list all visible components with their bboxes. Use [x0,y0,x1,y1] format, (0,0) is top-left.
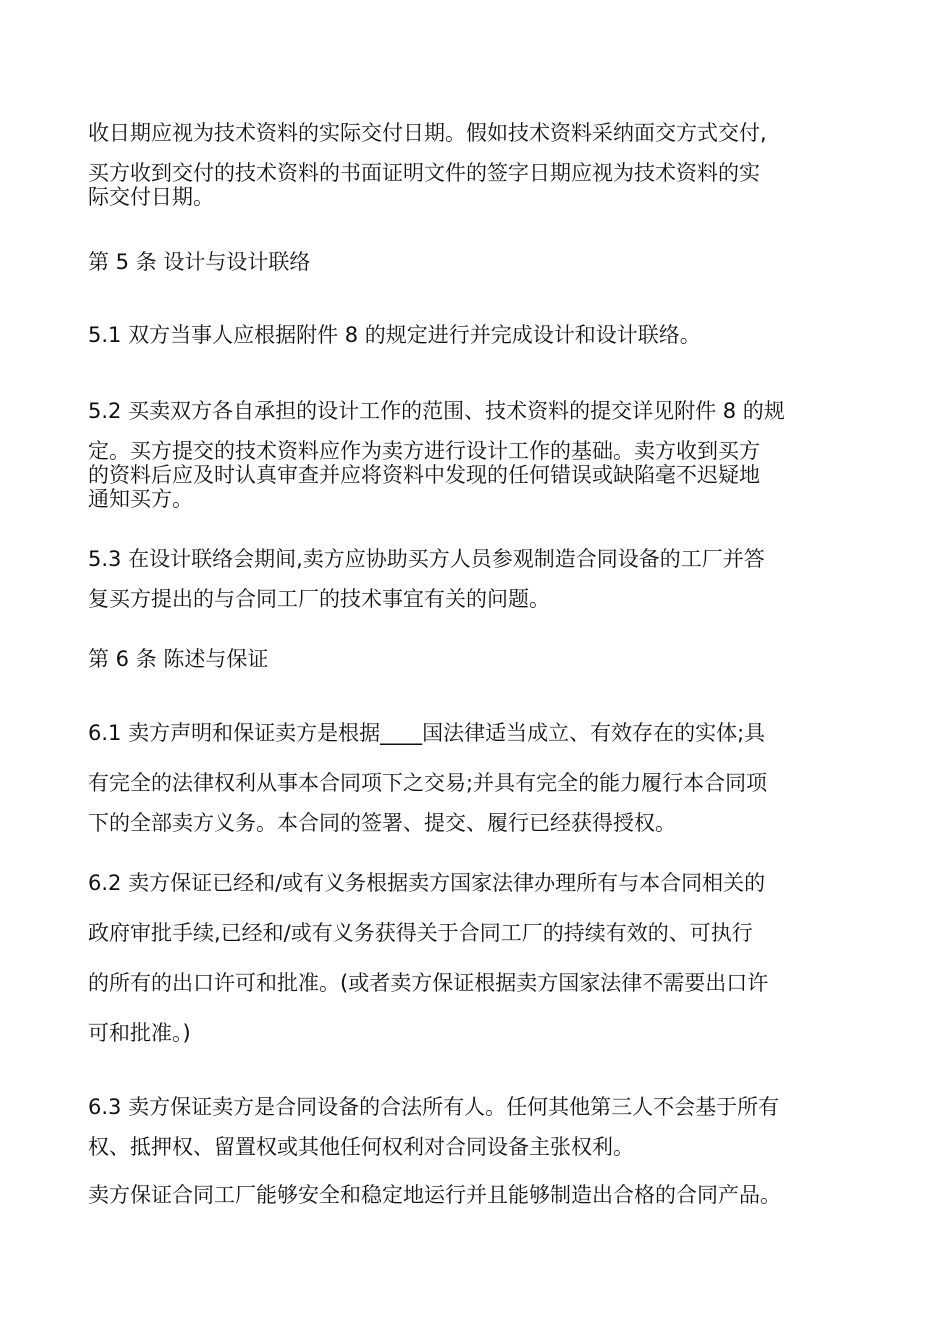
article-heading: 第 5 条 设计与设计联络 [88,250,311,274]
text-line: 可和批准。) [88,1021,191,1045]
text-line: 权、抵押权、留置权或其他任何权利对合同设备主张权利。 [88,1135,634,1159]
text-line: 下的全部卖方义务。本合同的签署、提交、履行已经获得授权。 [88,811,676,835]
text-line: 买方收到交付的技术资料的书面证明文件的签字日期应视为技术资料的实 [88,161,760,185]
text-line: 收日期应视为技术资料的实际交付日期。假如技术资料采纳面交方式交付, [88,121,767,145]
text-line: 际交付日期。 [88,185,214,209]
article-heading: 第 6 条 陈述与保证 [88,647,269,671]
clause-6-3: 6.3 卖方保证卖方是合同设备的合法所有人。任何其他第三人不会基于所有 [88,1095,780,1119]
clause-5-2: 5.2 买卖双方各自承担的设计工作的范围、技术资料的提交详见附件 8 的规 [88,399,785,423]
text-line: 的所有的出口许可和批准。(或者卖方保证根据卖方国家法律不需要出口许 [88,971,769,995]
text-line: 有完全的法律权利从事本合同项下之交易;并具有完全的能力履行本合同项 [88,771,768,795]
text-line: 卖方保证合同工厂能够安全和稳定地运行并且能够制造出合格的合同产品。 [88,1183,781,1207]
text-line: 复买方提出的与合同工厂的技术事宜有关的问题。 [88,587,550,611]
text-line: 政府审批手续,已经和/或有义务获得关于合同工厂的持续有效的、可执行 [88,921,753,945]
clause-6-1: 6.1 卖方声明和保证卖方是根据____国法律适当成立、有效存在的实体;具 [88,721,766,745]
clause-5-1: 5.1 双方当事人应根据附件 8 的规定进行并完成设计和设计联络。 [88,323,701,347]
text-line: 通知买方。 [88,487,193,511]
text-line: 的资料后应及时认真审查并应将资料中发现的任何错误或缺陷毫不迟疑地 [88,463,760,487]
text-line: 定。买方提交的技术资料应作为卖方进行设计工作的基础。卖方收到买方 [88,439,760,463]
clause-5-3: 5.3 在设计联络会期间,卖方应协助买方人员参观制造合同设备的工厂并答 [88,547,765,571]
clause-6-2: 6.2 卖方保证已经和/或有义务根据卖方国家法律办理所有与本合同相关的 [88,871,766,895]
